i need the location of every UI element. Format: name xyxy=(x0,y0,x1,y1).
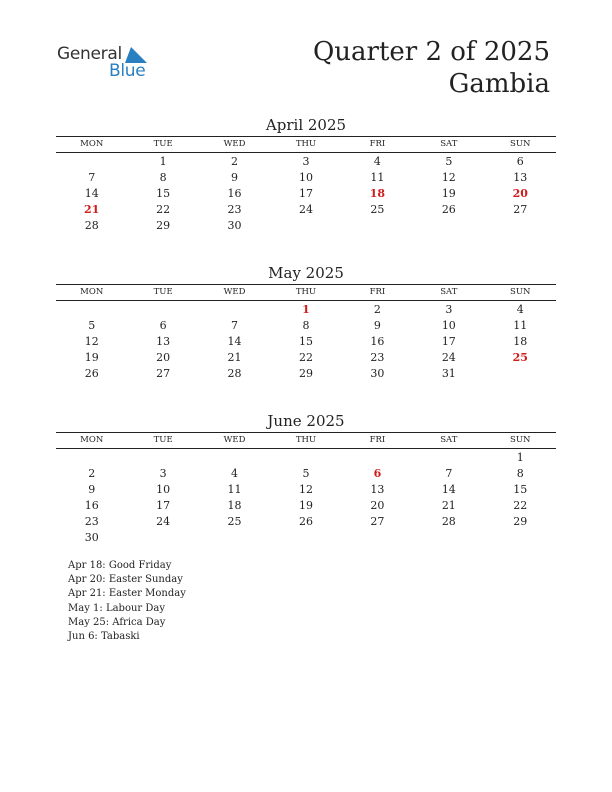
day-cell: 25 xyxy=(227,515,242,528)
day-cell: 15 xyxy=(513,483,528,496)
day-cell: 21 xyxy=(84,203,100,216)
empty-cell xyxy=(127,450,198,466)
day-cell: 17 xyxy=(298,187,313,200)
week-row xyxy=(56,466,556,482)
day-cell: 1 xyxy=(516,451,524,464)
day-cell: 8 xyxy=(516,467,524,480)
day-cell: 17 xyxy=(156,499,171,512)
day-cell: 21 xyxy=(441,499,456,512)
day-cell: 23 xyxy=(84,515,99,528)
holiday-note: Apr 21: Easter Monday xyxy=(68,588,186,600)
day-cell: 29 xyxy=(156,219,171,232)
weekday-label: MON xyxy=(80,139,104,149)
day-cell: 23 xyxy=(227,203,242,216)
weekday-label: THU xyxy=(295,435,317,445)
holiday-note: May 25: Africa Day xyxy=(68,616,166,628)
empty-cell xyxy=(485,218,556,234)
day-cell: 9 xyxy=(373,319,381,332)
day-cell: 14 xyxy=(441,483,456,496)
day-cell: 28 xyxy=(227,367,242,380)
week-row xyxy=(56,202,556,218)
day-cell: 1 xyxy=(159,155,167,168)
day-cell: 14 xyxy=(227,335,242,348)
day-cell: 24 xyxy=(441,351,456,364)
day-cell: 1 xyxy=(302,303,310,316)
empty-cell xyxy=(270,218,341,234)
holiday-note: Apr 20: Easter Sunday xyxy=(68,574,183,586)
page-title xyxy=(313,36,550,100)
day-cell: 12 xyxy=(441,171,456,184)
week-row xyxy=(56,514,556,530)
day-cell: 21 xyxy=(227,351,242,364)
week-row xyxy=(56,482,556,498)
day-cell: 27 xyxy=(156,367,171,380)
day-cell: 2 xyxy=(88,467,96,480)
day-cell: 25 xyxy=(370,203,385,216)
week-row xyxy=(56,334,556,350)
week-row xyxy=(56,450,556,466)
day-cell: 16 xyxy=(227,187,242,200)
day-cell: 3 xyxy=(445,303,453,316)
weekday-label: TUE xyxy=(153,435,173,445)
month-title: June 2025 xyxy=(267,412,345,430)
week-row xyxy=(56,186,556,202)
empty-cell xyxy=(342,218,413,234)
day-cell: 11 xyxy=(370,171,385,184)
day-cell: 28 xyxy=(84,219,99,232)
logo-word-general: General xyxy=(57,44,122,64)
day-cell: 18 xyxy=(513,335,528,348)
day-cell: 4 xyxy=(516,303,524,316)
week-row xyxy=(56,366,556,382)
day-cell: 30 xyxy=(370,367,385,380)
weekday-label: TUE xyxy=(153,287,173,297)
empty-cell xyxy=(413,450,484,466)
week-row xyxy=(56,218,556,234)
empty-cell xyxy=(342,530,413,546)
day-cell: 22 xyxy=(513,499,528,512)
empty-cell xyxy=(199,302,270,318)
day-cell: 9 xyxy=(88,483,96,496)
weekday-label: THU xyxy=(295,139,317,149)
logo-word-blue: Blue xyxy=(109,61,146,81)
weekday-label: WED xyxy=(223,139,246,149)
holiday-note: Apr 18: Good Friday xyxy=(68,560,172,571)
day-cell: 6 xyxy=(373,467,382,480)
weekday-label: FRI xyxy=(369,287,386,297)
empty-cell xyxy=(270,530,341,546)
weekday-label: SAT xyxy=(440,435,458,445)
week-row xyxy=(56,154,556,170)
day-cell: 28 xyxy=(441,515,456,528)
day-cell: 11 xyxy=(513,319,528,332)
day-cell: 19 xyxy=(298,499,313,512)
day-cell: 19 xyxy=(441,187,456,200)
day-cell: 10 xyxy=(156,483,171,496)
empty-cell xyxy=(270,450,341,466)
empty-cell xyxy=(199,450,270,466)
day-cell: 26 xyxy=(298,515,313,528)
day-cell: 12 xyxy=(298,483,313,496)
empty-cell xyxy=(56,450,127,466)
day-cell: 20 xyxy=(370,499,385,512)
weekday-label: SAT xyxy=(440,139,458,149)
day-cell: 27 xyxy=(513,203,528,216)
day-cell: 16 xyxy=(84,499,99,512)
day-cell: 13 xyxy=(513,171,528,184)
week-row xyxy=(56,302,556,318)
day-cell: 13 xyxy=(370,483,385,496)
day-cell: 22 xyxy=(298,351,313,364)
day-cell: 15 xyxy=(156,187,171,200)
weekday-label: THU xyxy=(295,287,317,297)
day-cell: 25 xyxy=(512,351,528,364)
empty-cell xyxy=(342,450,413,466)
weekday-label: SAT xyxy=(440,287,458,297)
day-cell: 7 xyxy=(445,467,453,480)
weekday-label: SUN xyxy=(510,435,531,445)
calendar-april xyxy=(56,115,556,234)
day-cell: 8 xyxy=(302,319,310,332)
day-cell: 27 xyxy=(370,515,385,528)
day-cell: 6 xyxy=(516,155,524,168)
day-cell: 29 xyxy=(513,515,528,528)
day-cell: 12 xyxy=(84,335,99,348)
day-cell: 10 xyxy=(298,171,313,184)
generalblue-logo xyxy=(57,44,157,80)
day-cell: 14 xyxy=(84,187,99,200)
weekday-header xyxy=(56,284,556,301)
weekday-label: MON xyxy=(80,287,104,297)
day-cell: 2 xyxy=(231,155,239,168)
day-cell: 20 xyxy=(512,187,528,200)
empty-cell xyxy=(127,530,198,546)
month-title: May 2025 xyxy=(268,264,344,282)
title-country: Gambia xyxy=(448,69,550,99)
day-cell: 22 xyxy=(156,203,171,216)
holiday-note: Jun 6: Tabaski xyxy=(68,631,140,643)
week-row xyxy=(56,318,556,334)
day-cell: 11 xyxy=(227,483,242,496)
weekday-label: WED xyxy=(223,435,246,445)
day-cell: 5 xyxy=(88,319,96,332)
title-quarter: Quarter 2 of 2025 xyxy=(312,37,550,67)
holiday-notes xyxy=(68,559,186,644)
empty-cell xyxy=(56,154,127,170)
day-cell: 7 xyxy=(88,171,96,184)
week-row xyxy=(56,350,556,366)
empty-cell xyxy=(485,530,556,546)
calendar-june xyxy=(56,411,556,546)
empty-cell xyxy=(56,302,127,318)
day-cell: 3 xyxy=(302,155,310,168)
day-cell: 20 xyxy=(156,351,171,364)
holiday-note: May 1: Labour Day xyxy=(68,602,165,614)
weekday-label: SUN xyxy=(510,287,531,297)
day-cell: 23 xyxy=(370,351,385,364)
empty-cell xyxy=(413,218,484,234)
day-cell: 29 xyxy=(298,367,313,380)
weekday-label: SUN xyxy=(510,139,531,149)
day-cell: 7 xyxy=(231,319,239,332)
day-cell: 24 xyxy=(298,203,313,216)
weekday-label: FRI xyxy=(369,139,386,149)
empty-cell xyxy=(199,530,270,546)
weekday-header xyxy=(56,136,556,153)
empty-cell xyxy=(485,366,556,382)
month-title: April 2025 xyxy=(265,116,347,134)
day-cell: 10 xyxy=(441,319,456,332)
day-cell: 8 xyxy=(159,171,167,184)
day-cell: 5 xyxy=(302,467,310,480)
day-cell: 24 xyxy=(156,515,171,528)
day-cell: 19 xyxy=(84,351,99,364)
day-cell: 5 xyxy=(445,155,453,168)
day-cell: 31 xyxy=(441,367,456,380)
day-cell: 18 xyxy=(369,187,386,200)
day-cell: 30 xyxy=(227,219,242,232)
day-cell: 15 xyxy=(298,335,313,348)
day-cell: 16 xyxy=(370,335,385,348)
week-row xyxy=(56,170,556,186)
day-cell: 30 xyxy=(84,531,99,544)
day-cell: 9 xyxy=(231,171,239,184)
weekday-label: MON xyxy=(80,435,104,445)
empty-cell xyxy=(127,302,198,318)
weekday-header xyxy=(56,432,556,449)
weekday-label: TUE xyxy=(153,139,173,149)
day-cell: 26 xyxy=(441,203,456,216)
weekday-label: WED xyxy=(223,287,246,297)
day-cell: 18 xyxy=(227,499,242,512)
day-cell: 13 xyxy=(156,335,171,348)
week-row xyxy=(56,498,556,514)
day-cell: 2 xyxy=(373,303,381,316)
day-cell: 4 xyxy=(373,155,381,168)
day-cell: 3 xyxy=(159,467,167,480)
day-cell: 4 xyxy=(231,467,239,480)
day-cell: 6 xyxy=(159,319,167,332)
day-cell: 17 xyxy=(441,335,456,348)
calendar-may xyxy=(56,263,556,382)
week-row xyxy=(56,530,556,546)
empty-cell xyxy=(413,530,484,546)
weekday-label: FRI xyxy=(369,435,386,445)
day-cell: 26 xyxy=(84,367,99,380)
